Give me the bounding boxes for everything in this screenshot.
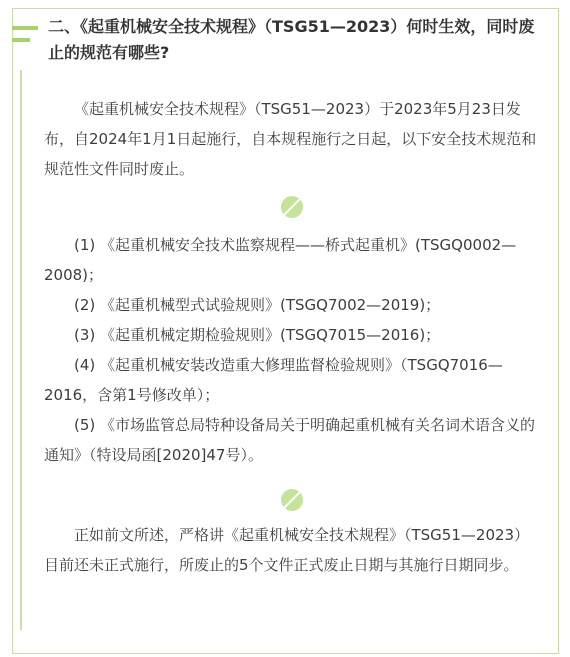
heading-accent-bar: [12, 26, 38, 30]
intro-paragraph: 《起重机械安全技术规程》（TSG51—2023）于2023年5月23日发布，自2024年1月1日起施行，自本规程施行之日起，以下安全技术规范和规范性文件同时废止。: [44, 100, 537, 178]
leaf-divider-icon: [281, 196, 303, 218]
heading-accent-bar: [12, 38, 30, 42]
list-item: (4) 《起重机械安装改造重大修理监督检验规则》（TSGQ7016—2016，含第1号修改单）；: [44, 356, 503, 404]
conclusion-paragraph: 正如前文所述，严格讲《起重机械安全技术规程》（TSG51—2023）目前还未正式施行，所废止的5个文件正式废止日期与其施行日期同步。: [44, 526, 530, 574]
list-item: (1) 《起重机械安全技术监察规程——桥式起重机》(TSGQ0002—2008)；: [44, 236, 517, 284]
abolished-list: [44, 230, 544, 470]
section-heading: 二、《起重机械安全技术规程》（TSG51—2023）何时生效，同时废止的规范有哪些?: [48, 17, 535, 62]
list-item: (2) 《起重机械型式试验规则》(TSGQ7002—2019)；: [74, 296, 441, 314]
left-accent-line: [20, 70, 22, 630]
list-item: (5) 《市场监管总局特种设备局关于明确起重机械有关名词术语含义的通知》（特设局函[2020]47号）。: [44, 416, 536, 464]
list-item: (3) 《起重机械定期检验规则》(TSGQ7015—2016)；: [74, 326, 441, 344]
leaf-divider-icon: [281, 489, 303, 511]
